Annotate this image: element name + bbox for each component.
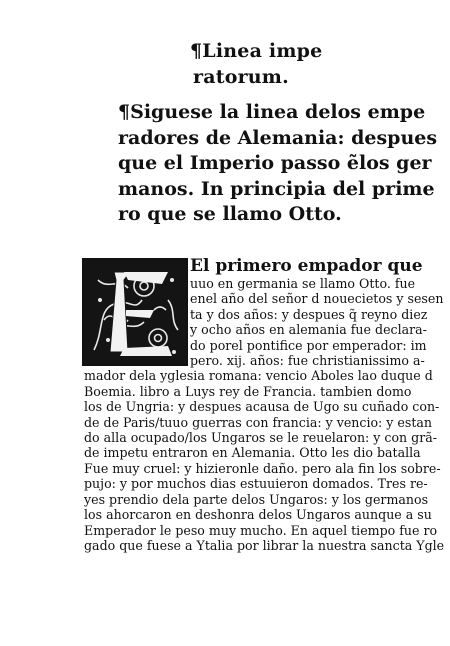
body-line-15: pujo: y por muchos dias estuuieron domados. Tres re- [84, 476, 428, 492]
body-line-12: do alla ocupado/los Ungaros se le reuelaron: y con grã- [84, 430, 438, 446]
body-line-3: enel año del señor d nouecietos y sesen [190, 291, 444, 307]
body-line-2: uuo en germania se llamo Otto. fue [190, 276, 416, 291]
intro-line-5: ro que se llamo Otto. [118, 203, 342, 225]
body-line-10: los de Ungria: y despues acausa de Ugo su cuñado con- [84, 399, 440, 415]
body-line-1: El primero empador que [190, 256, 423, 276]
intro-line-4: manos. In principia del prime [118, 177, 435, 200]
body-line-4: ta y dos años: y despues q̃ reyno diez [190, 306, 428, 322]
heading-line-1: ¶Linea impe [190, 40, 323, 62]
body-line-19: gado que fuese a Ytalia por librar la nuestra sancta Ygle [84, 537, 445, 553]
body-line-14: Fue muy cruel: y hizieronle daño. pero ala fin los sobre- [84, 460, 441, 476]
pilcrow-icon: ¶ [118, 101, 131, 123]
chapter-heading [190, 38, 430, 90]
body-line-17: los ahorcaron en deshonra delos Ungaros aunque a su [84, 507, 432, 523]
pilcrow-icon: ¶ [190, 40, 203, 62]
heading-line-2: ratorum. [193, 66, 289, 88]
intro-line-1: ¶Siguese la linea delos empe [118, 101, 426, 123]
body-line-18: Emperador le peso muy mucho. En aquel tiempo fue ro [84, 522, 438, 538]
intro-line-2: radores de Alemania: despues [118, 126, 438, 149]
body-line-6: do porel pontifice por emperador: im [190, 337, 427, 353]
intro-line-3: que el Imperio passo ẽlos ger [118, 152, 432, 174]
body-line-13: de impetu entraron en Alemania. Otto les dio batalla [84, 445, 421, 461]
body-line-5: y ocho años en alemania fue declara- [190, 322, 427, 338]
intro-paragraph [118, 100, 438, 228]
body-line-9: Boemia. libro a Luys rey de Francia. tambien domo [84, 383, 412, 399]
chapter-body [84, 256, 445, 553]
body-line-11: de de Paris/tuuo guerras con francia: y vencio: y estan [84, 414, 433, 430]
body-line-16: yes prendio dela parte delos Ungaros: y los germanos [84, 491, 429, 507]
body-line-8: mador dela yglesia romana: vencio Aboles lao duque d [84, 368, 433, 384]
body-line-7: pero. xij. años: fue christianissimo a- [190, 353, 425, 369]
